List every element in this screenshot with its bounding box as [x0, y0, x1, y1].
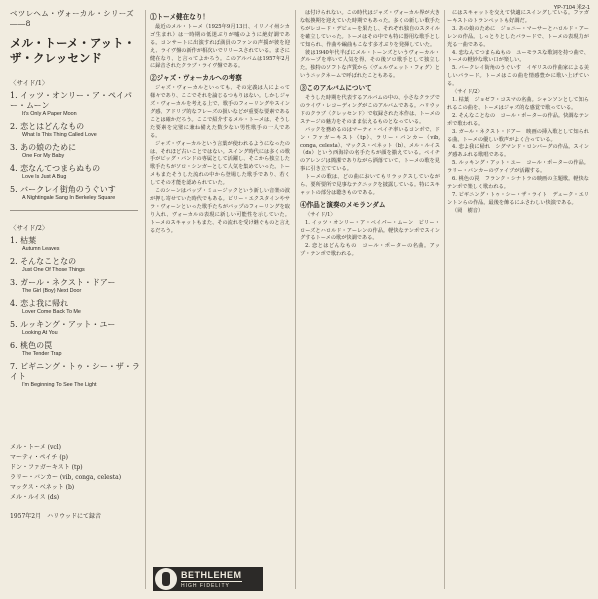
logo-name: BETHLEHEM — [181, 569, 242, 580]
section-heading: ①トーメ健在なり！ — [150, 13, 210, 21]
track-item — [10, 185, 142, 202]
catalog-number: YP-7104 米2-1 — [553, 5, 590, 11]
body-paragraph: 3. ガール・ネクスト・ドアー 映画の挿入歌として知られる曲。トーメの優しい歌声がよく合っている。 — [447, 128, 589, 143]
body-paragraph: 彼は1940年代半ばにメル・トーンズというヴォーカル・グループを率いて人気を得、その後ソロ歌手として独立した。独特のソフトな声質から〈ヴェルヴェット・フォグ〉というニックネームで呼ばれたこともある。 — [300, 49, 440, 80]
track-item — [10, 91, 142, 118]
body-paragraph: 5. ルッキング・アット・ユー コール・ポーターの作品。ラリー・バンカーのヴァイブが活躍する。 — [447, 160, 589, 175]
track-item — [10, 362, 142, 389]
track-item — [10, 299, 142, 316]
body-paragraph: 7. ビギニング・トゥ・シー・ザ・ライト デューク・エリントンらの作品。最後を飾るにふさわしい快演である。 — [447, 191, 589, 206]
track-title-en: One For My Baby — [22, 153, 65, 159]
track-title-jp: 3. あの娘のために — [10, 143, 77, 152]
section-heading: ③このアルバムについて — [300, 84, 372, 93]
track-title-jp: 7. ビギニング・トゥ・シー・ザ・ライト — [10, 362, 140, 381]
series-title: ベツレヘム・ヴォーカル・シリーズ――8 — [10, 9, 134, 28]
side2-label: 〈サイド/2〉 — [10, 224, 49, 232]
track-title-jp: 6. 桃色の罠 — [10, 341, 53, 350]
track-title-jp: 5. バークレイ街角のうぐいす — [10, 185, 116, 194]
body-paragraph: 4. 恋よ我に帰れ シグマンド・ロンバーグの作品。スイング感あふれる歌唱である。 — [447, 144, 589, 159]
track-title-jp: 2. そんなことなの — [10, 257, 77, 266]
track-title-jp: 5. ルッキング・アット・ユー — [10, 320, 116, 329]
track-item — [10, 143, 142, 160]
column-divider — [145, 10, 146, 589]
track-title-en: It's Only A Paper Moon — [22, 111, 77, 117]
recording-info: 1957年2月 ハリウッドにて録音 — [10, 513, 101, 520]
track-item — [10, 236, 142, 253]
divider — [10, 210, 138, 211]
body-paragraph: 1. 枯葉 ジョゼフ・コスマの名曲。シャンソンとして知られるこの曲を、トーメはジャズ的な感覚で歌っている。 — [447, 96, 589, 111]
body-paragraph: 3. あの娘のために ジョニー・マーサーとハロルド・アーレンの作品。しっとりとしたバラードで、トーメの表現力が光る一曲である。 — [447, 25, 589, 48]
body-paragraph: 5. バークレイ街角のうぐいす イギリスの作曲家による美しいバラード。トーメはこの曲を情感豊かに歌い上げている。 — [447, 65, 589, 88]
track-title-jp: 1. イッツ・オンリー・ア・ペイパー・ムーン — [10, 91, 132, 110]
body-paragraph: は付けられない。この時代はジャズ・ヴォーカル界が大きな転換期を迎えていた時期でもあった。多くの新しい歌手たちがレコード・デビューを果たし、それぞれ独自のスタイルを確立していった。トーメはその中でも特に器用な歌手として知られ、作曲や編曲もこなす多才ぶりを発揮していた。 — [300, 10, 441, 48]
track-item — [10, 257, 142, 274]
track-title-en: A Nightingale Sang In Berkeley Square — [22, 195, 116, 201]
personnel-item: メル・ルイス (ds) — [10, 494, 60, 501]
side1-label: 〈サイド/1〉 — [10, 79, 49, 87]
track-title-jp: 2. 恋とはどんなもの — [10, 122, 85, 131]
body-paragraph: 4. 恋なんてつまらぬもの ユーモラスな歌詞を持つ曲で、トーメの軽妙な歌い口が楽しい。 — [447, 49, 589, 64]
body-paragraph: そうした時期を代表するアルバムの中の、小さなクラブでのライヴ・レコーディングがこのアルバムである。ハリウッドのクラブ〈クレッセンド〉で収録された本作は、トーメのステージの魅力をそのまま伝えるものとなっている。 — [300, 95, 440, 125]
track-title-en: I'm Beginning To See The Light — [22, 382, 97, 388]
track-title-en: Lover Come Back To Me — [22, 309, 81, 315]
notes-column-3 — [447, 10, 589, 216]
track-item — [10, 341, 142, 358]
body-paragraph: このシーンはバップ・ミュージックという新しい音楽の波が押し寄せていた時代でもある。ビリー・エクスタインやサラ・ヴォーンといった歌手たちがバップのフィーリングを取り入れ、ヴォーカルの表現に新しい可能性を示していた。トーメのスキャットもまた、その流れを受け継ぐものと言えるだろう。 — [150, 188, 290, 234]
personnel-list — [10, 443, 142, 503]
personnel-item: マックス・ベネット (b) — [10, 484, 75, 491]
body-paragraph: バックを務めるのはマーティ・ペイチ率いるコンボで、ドン・ファガーキスト（tp）、ラリー・バンカー（vib, conga, celesta）、マックス・ベネット（b）、メル・ルイス（ds）という西海岸の名手たちが顔を揃えている。ペイチのアレンジは簡潔でありながら洒落ていて、トーメの歌を見事に引き立てている。 — [300, 126, 440, 173]
side2-tracklist — [10, 236, 142, 389]
side1-tracklist — [10, 91, 142, 202]
notes-column-2 — [300, 10, 440, 259]
body-paragraph: ジャズ・ヴォーカルといっても、その定義は人によって様々であり、ここでそれを論じるつもりはない。しかしジャズ・ヴォーカルを考える上で、歌手のフィーリングやスイング感、アドリブ的なフレーズの扱いなどが重要な要素であることは確かだろう。ここで紹介するメル・トーメは、そうした要素を完璧に兼ね備えた数少ない男性歌手の一人である。 — [150, 85, 290, 139]
notes-column-1 — [150, 10, 290, 235]
personnel-item: ドン・ファガーキスト (tp) — [10, 464, 83, 471]
track-title-en: Looking At You — [22, 330, 58, 336]
column-divider — [295, 10, 296, 589]
body-paragraph: ジャズ・ヴォーカルという言葉が使われるようになったのは、それほど古いことではない。スイング時代には多くの歌手がビッグ・バンドの専属として活躍し、そこから独立した歌手たちがソロ・シンガーとして人気を集めていった。トーメもまたそうした流れの中から登場した歌手であり、若くしてその才能を認められていた。 — [150, 140, 290, 187]
body-paragraph: トーメの歌は、どの曲においてもリラックスしていながら、要所要所で見事なテクニックを披露している。特にスキャットの部分は聴きものである。 — [300, 174, 440, 196]
body-paragraph: 〈サイド/1〉 — [305, 211, 336, 218]
track-item — [10, 122, 142, 139]
personnel-item: マーティ・ペイチ (p) — [10, 454, 68, 461]
body-paragraph: 2. 恋とはどんなもの コール・ポーターの名曲。アップ・テンポで歌われる。 — [300, 243, 440, 258]
album-title: メル・トーメ・アット・ザ・クレッセンド — [10, 36, 136, 65]
track-title-jp: 1. 枯葉 — [10, 236, 37, 245]
bethlehem-bell-icon — [155, 568, 177, 590]
track-item — [10, 278, 142, 295]
column-divider — [444, 10, 445, 589]
section-heading: ②ジャズ・ヴォーカルへの考察 — [150, 74, 242, 83]
track-title-jp: 4. 恋よ我に帰れ — [10, 299, 69, 308]
body-paragraph: （岡 樹音） — [452, 207, 484, 214]
body-paragraph: にはスキャットを交えて快適にスイングしている。ファガーキストのトランペットも好調だ。 — [447, 10, 589, 24]
section-heading: ④作品と演奏のメモランダム — [300, 200, 386, 209]
body-paragraph: 6. 桃色の罠 フランク・シナトラの映画の主題歌。軽快なテンポで楽しく歌われる。 — [447, 176, 589, 190]
track-title-en: Autumn Leaves — [22, 246, 60, 252]
track-title-en: Just One Of Those Things — [22, 267, 85, 273]
left-column — [10, 8, 142, 520]
bethlehem-logo — [153, 567, 263, 591]
body-paragraph: 1. イッツ・オンリー・ア・ペイパー・ムーン ビリー・ローズとハロルド・アーレンの作品。軽快なテンポでスイングするトーメの歌が快調である。 — [300, 219, 440, 242]
track-title-en: The Tender Trap — [22, 351, 62, 357]
logo-sub: HIGH FIDELITY — [181, 581, 242, 589]
track-title-en: Love Is Just A Bug — [22, 174, 67, 180]
body-paragraph: 2. そんなことなの コール・ポーターの作品。快調なテンポで歌われる。 — [447, 112, 589, 127]
personnel-item: ラリー・バンカー (vib, conga, celesta) — [10, 474, 122, 481]
body-paragraph: 最近のメル・トーメ（1925年9月13日、イリノイ州シカゴ生まれ）は一時期の低迷ぶりが嘘のように絶好調である。コンサートに出演すれば満員のファンの声援が彼を迎え、ライヴ盤の新作が相次いでリリースされている。まさに健在なり、と言ってよかろう。このアルバムは1957年2月に録音されたクラブ・ライヴ盤である。 — [150, 23, 290, 70]
track-title-en: The Girl (Boy) Next Door — [22, 288, 82, 294]
personnel-item: メル・トーメ (vcl) — [10, 444, 61, 451]
body-paragraph: 〈サイド/2〉 — [452, 89, 483, 96]
track-item — [10, 320, 142, 337]
track-title-jp: 3. ガール・ネクスト・ドアー — [10, 278, 116, 287]
track-title-en: What Is This Thing Called Love — [22, 132, 97, 138]
track-item — [10, 164, 142, 181]
track-title-jp: 4. 恋なんてつまらぬもの — [10, 164, 101, 173]
